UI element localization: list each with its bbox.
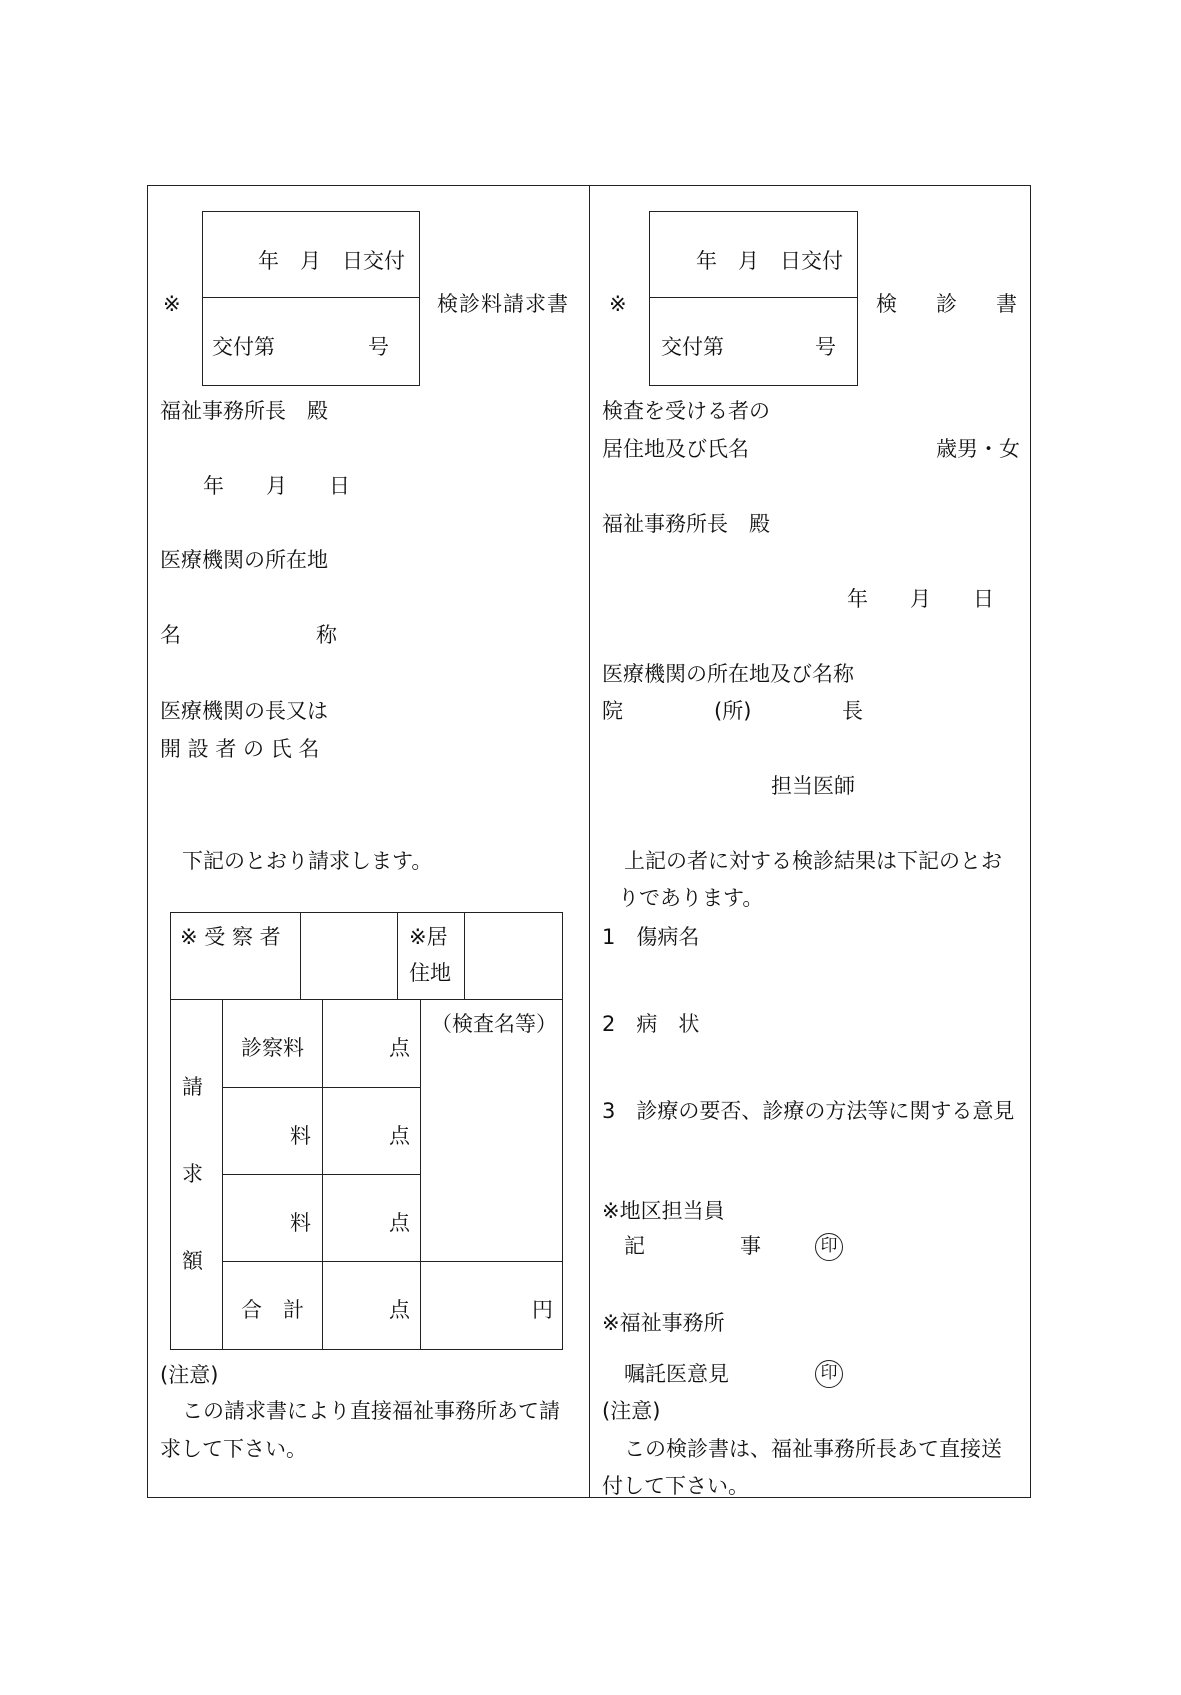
points-1: 点: [389, 1036, 410, 1060]
points-3: 点: [389, 1211, 410, 1235]
row3-label: 料: [290, 1211, 311, 1235]
director-char-2: (所): [714, 699, 752, 723]
subject-line2: 居住地及び氏名: [602, 437, 749, 461]
note-title-right: (注意): [602, 1399, 661, 1423]
issue-no-prefix-right: 交付第: [661, 335, 724, 359]
claim-form-title: 検診料請求書: [437, 292, 569, 316]
exam-title-2: 診: [936, 292, 957, 316]
claim-char-3: 額: [182, 1249, 203, 1273]
seal-mark-2: 印: [815, 1360, 843, 1388]
note-line1-right: この検診書は、福祉事務所長あて直接送: [624, 1437, 1002, 1461]
points-2: 点: [389, 1124, 410, 1148]
date-line-left: 年 月 日: [203, 474, 350, 498]
issue-date-right: 年 月 日交付: [696, 249, 843, 273]
age-sex: 歳男・女: [936, 437, 1020, 461]
item-1: 1 傷病名: [602, 925, 700, 949]
director-char-3: 長: [842, 699, 863, 723]
head-label: 医療機関の長又は: [160, 699, 328, 723]
issue-no-suffix-right: 号: [815, 335, 836, 359]
note-line1-left: この請求書により直接福祉事務所あて請: [182, 1399, 560, 1423]
record-char-1: 記: [624, 1234, 645, 1258]
note-line2-right: 付して下さい。: [602, 1474, 749, 1498]
director-char-1: 院: [602, 699, 623, 723]
issue-no-suffix-left: 号: [368, 335, 389, 359]
name-label-1: 名: [160, 623, 181, 647]
result-line2: りであります。: [618, 886, 764, 910]
row1-label: 診察料: [241, 1036, 304, 1060]
date-line-right: 年 月 日: [847, 587, 994, 611]
result-line1: 上記の者に対する検診結果は下記のとお: [624, 849, 1002, 873]
name-label-2: 称: [316, 623, 337, 647]
addressee-right: 福祉事務所長 殿: [602, 512, 770, 536]
residence-label-1: ※居: [409, 925, 448, 949]
patient-label: ※ 受 察 者: [180, 925, 281, 949]
residence-label-2: 住地: [409, 961, 451, 985]
note-line2-left: 求して下さい。: [160, 1437, 307, 1461]
note-title-left: (注意): [160, 1363, 219, 1387]
district-officer-label: ※地区担当員: [602, 1199, 725, 1223]
institution-label-right: 医療機関の所在地及び名称: [602, 662, 854, 686]
doctor-label: 担当医師: [771, 774, 855, 798]
item-2: 2 病 状: [602, 1012, 700, 1036]
issue-date-left: 年 月 日交付: [258, 249, 405, 273]
total-label: 合 計: [241, 1298, 304, 1322]
points-total: 点: [389, 1298, 410, 1322]
subject-line1: 検査を受ける者の: [602, 399, 770, 423]
institution-address-label: 医療機関の所在地: [160, 548, 328, 572]
issue-no-prefix-left: 交付第: [212, 335, 275, 359]
claim-char-2: 求: [182, 1162, 203, 1186]
mark-right: ※: [609, 292, 627, 316]
row2-label: 料: [290, 1124, 311, 1148]
center-divider: [589, 185, 590, 1498]
item-3: 3 診療の要否、診療の方法等に関する意見: [602, 1099, 1015, 1123]
exam-title-1: 検: [876, 292, 897, 316]
record-char-2: 事: [740, 1234, 761, 1258]
request-text: 下記のとおり請求します。: [182, 849, 433, 873]
exam-title-3: 書: [996, 292, 1017, 316]
welfare-office-label: ※福祉事務所: [602, 1311, 725, 1335]
claim-char-1: 請: [182, 1075, 203, 1099]
mark-left: ※: [163, 292, 181, 316]
addressee-left: 福祉事務所長 殿: [160, 399, 328, 423]
seal-mark-1: 印: [815, 1233, 843, 1261]
yen-label: 円: [532, 1298, 553, 1322]
exam-name-label: （検査名等）: [431, 1012, 557, 1036]
consultant-label: 嘱託医意見: [624, 1362, 729, 1386]
founder-label: 開 設 者 の 氏 名: [160, 737, 320, 761]
